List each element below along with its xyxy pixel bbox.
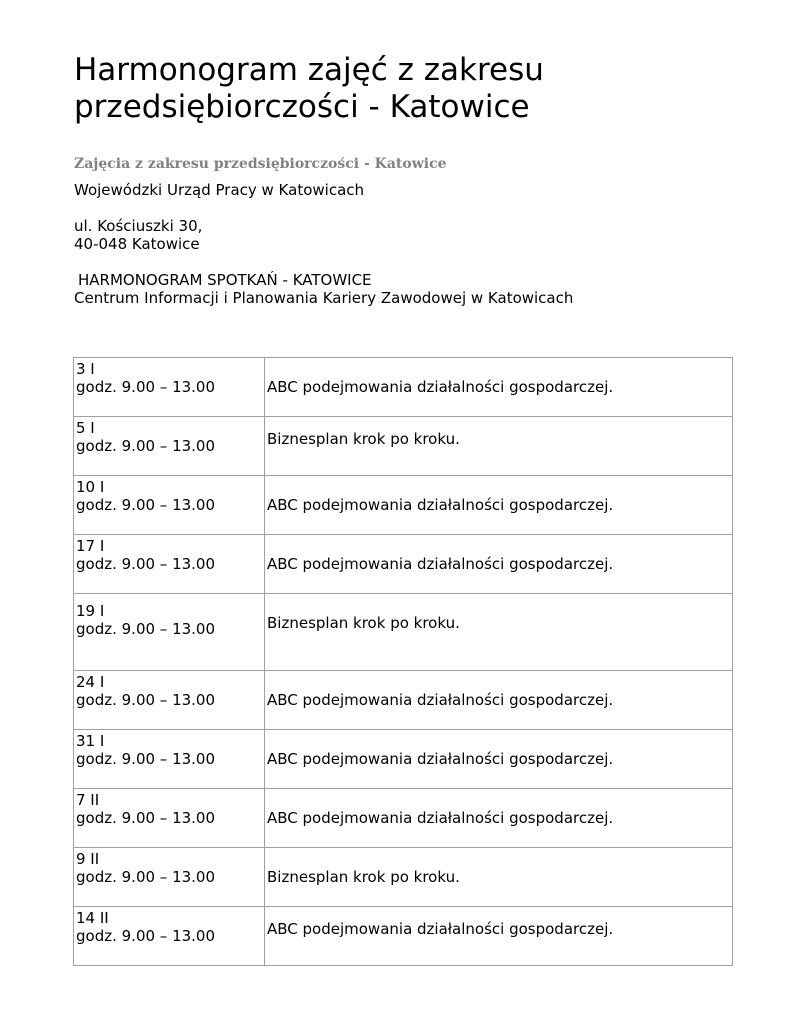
topic-cell [265,671,733,730]
day-label: 14 II [76,909,109,927]
date-cell [74,476,265,535]
address [74,217,734,253]
time-label: godz. 9.00 – 13.00 [76,809,216,827]
topic-cell [265,789,733,848]
time-label: godz. 9.00 – 13.00 [76,378,216,396]
topic-cell [265,848,733,907]
table-row [74,417,733,476]
table-row [74,594,733,671]
date-cell [74,730,265,789]
topic-cell [265,535,733,594]
day-label: 10 I [76,478,105,496]
day-label: 17 I [76,537,105,555]
time-label: godz. 9.00 – 13.00 [76,868,216,886]
date-cell [74,907,265,966]
topic-label: ABC podejmowania działalności gospodarczej. [267,750,614,768]
date-cell [74,535,265,594]
topic-cell [265,594,733,671]
table-row [74,476,733,535]
time-label: godz. 9.00 – 13.00 [76,750,216,768]
time-label: godz. 9.00 – 13.00 [76,437,216,455]
topic-cell [265,417,733,476]
day-label: 3 I [76,360,95,378]
date-cell [74,358,265,417]
day-label: 5 I [76,419,95,437]
day-label: 31 I [76,732,105,750]
date-cell [74,671,265,730]
topic-label: ABC podejmowania działalności gospodarczej. [267,809,614,827]
page-title [74,52,734,126]
topic-label: ABC podejmowania działalności gospodarczej. [267,555,614,573]
table-row [74,671,733,730]
day-label: 7 II [76,791,100,809]
date-cell [74,848,265,907]
day-label: 24 I [76,673,105,691]
time-label: godz. 9.00 – 13.00 [76,496,216,514]
topic-label: Biznesplan krok po kroku. [267,430,460,448]
topic-cell [265,730,733,789]
address-street: ul. Kościuszki 30, [74,217,203,235]
time-label: godz. 9.00 – 13.00 [76,927,216,945]
topic-label: Biznesplan krok po kroku. [267,868,460,886]
day-label: 9 II [76,850,100,868]
date-cell [74,594,265,671]
document-header [74,52,734,307]
topic-label: ABC podejmowania działalności gospodarczej. [267,691,614,709]
office-name: Wojewódzki Urząd Pracy w Katowicach [74,181,365,199]
schedule-intro [74,271,734,307]
table-row [74,789,733,848]
table-row [74,848,733,907]
topic-cell [265,907,733,966]
day-label: 19 I [76,602,105,620]
title-line-2: przedsiębiorczości - Katowice [74,89,530,125]
title-line-1: Harmonogram zajęć z zakresu [74,52,544,88]
table-row [74,907,733,966]
table-row [74,358,733,417]
topic-label: Biznesplan krok po kroku. [267,614,460,632]
topic-label: ABC podejmowania działalności gospodarczej. [267,496,614,514]
date-cell [74,789,265,848]
topic-cell [265,358,733,417]
time-label: godz. 9.00 – 13.00 [76,620,216,638]
date-cell [74,417,265,476]
table-row [74,730,733,789]
subtitle: Zajęcia z zakresu przedsiębiorczości - Katowice [74,156,447,172]
time-label: godz. 9.00 – 13.00 [76,555,216,573]
time-label: godz. 9.00 – 13.00 [76,691,216,709]
topic-cell [265,476,733,535]
center-name: Centrum Informacji i Planowania Kariery Zawodowej w Katowicach [74,289,574,307]
address-city: 40-048 Katowice [74,235,200,253]
schedule-table [73,357,733,966]
topic-label: ABC podejmowania działalności gospodarczej. [267,378,614,396]
schedule-heading: HARMONOGRAM SPOTKAŃ - KATOWICE [78,271,372,289]
table-row [74,535,733,594]
topic-label: ABC podejmowania działalności gospodarczej. [267,920,614,938]
